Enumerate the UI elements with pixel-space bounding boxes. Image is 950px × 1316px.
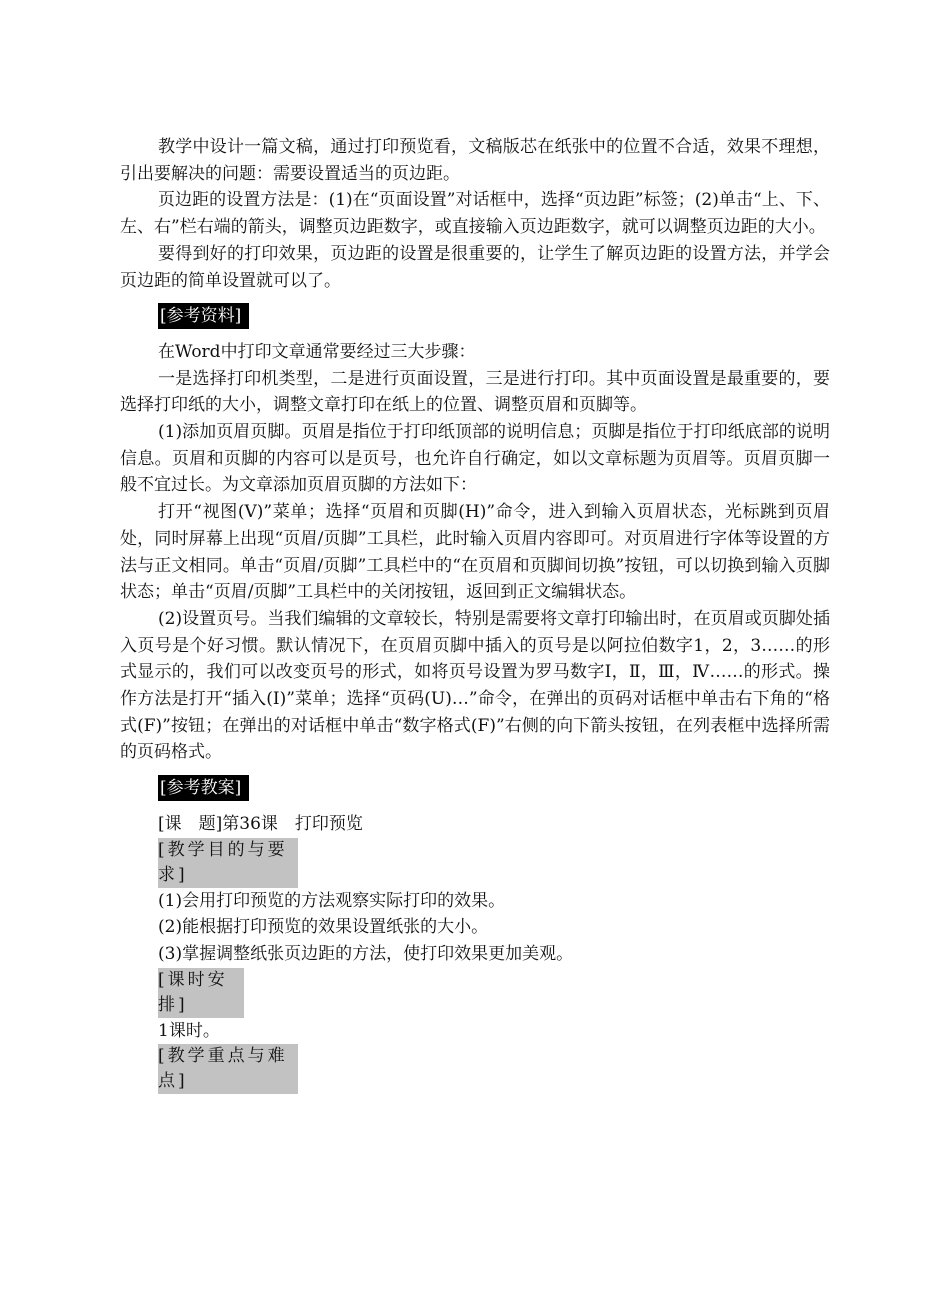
document-body	[120, 134, 830, 1094]
paragraph: (1)添加页眉页脚。页眉是指位于打印纸顶部的说明信息；页脚是指位于打印纸底部的说明信息。页眉和页脚的内容可以是页号，也允许自行确定，如以文章标题为页眉等。页眉页脚一般不宜过长。为文章添加页眉页脚的方法如下：	[120, 422, 830, 496]
paragraph: 页边距的设置方法是：(1)在“页面设置”对话框中，选择“页边距”标签；(2)单击“上、下、左、右”栏右端的箭头，调整页边距数字，或直接输入页边距数字，就可以调整页边距的大小。	[120, 190, 830, 238]
objective-item: (3)掌握调整纸张页边距的方法，使打印效果更加美观。	[158, 943, 574, 964]
paragraph: 一是选择打印机类型，二是进行页面设置，三是进行打印。其中页面设置是最重要的，要选择打印纸的大小，调整文章打印在纸上的位置、调整页眉和页脚等。	[120, 368, 830, 416]
keypoints-heading: [教学重点与难点]	[158, 1044, 298, 1094]
schedule-heading: [课时安排]	[158, 968, 244, 1018]
section-heading-ref-materials: [参考资料]	[158, 303, 249, 329]
objectives-heading: [教学目的与要求]	[158, 838, 298, 888]
objective-item: (2)能根据打印预览的效果设置纸张的大小。	[158, 917, 489, 938]
paragraph: 教学中设计一篇文稿，通过打印预览看，文稿版芯在纸张中的位置不合适，效果不理想，引出要解决的问题：需要设置适当的页边距。	[120, 137, 830, 184]
section-heading-ref-plan: [参考教案]	[158, 775, 249, 801]
paragraph: 在Word中打印文章通常要经过三大步骤：	[158, 341, 476, 362]
paragraph: 要得到好的打印效果，页边距的设置是很重要的，让学生了解页边距的设置方法，并学会页边距的简单设置就可以了。	[120, 243, 830, 291]
objective-item: (1)会用打印预览的方法观察实际打印的效果。	[158, 890, 506, 911]
section-heading-row	[120, 303, 830, 330]
schedule-value: 1课时。	[158, 1020, 220, 1041]
paragraph: (2)设置页号。当我们编辑的文章较长，特别是需要将文章打印输出时，在页眉或页脚处插入页号是个好习惯。默认情况下，在页眉页脚中插入的页号是以阿拉伯数字1，2，3……的形式显示的，我们可以改变页号的形式，如将页号设置为罗马数字Ⅰ，Ⅱ，Ⅲ，Ⅳ……的形式。操作方法是打开“插入(I)”菜单；选择“页码(U)…”命令，在弹出的页码对话框中单击右下角的“格式(F)”按钮；在弹出的对话框中单击“数字格式(F)”右侧的向下箭头按钮，在列表框中选择所需的页码格式。	[120, 608, 830, 763]
paragraph: 打开“视图(V)”菜单；选择“页眉和页脚(H)”命令，进入到输入页眉状态，光标跳到页眉处，同时屏幕上出现“页眉/页脚”工具栏，此时输入页眉内容即可。对页眉进行字体等设置的方法与正文相同。单击“页眉/页脚”工具栏中的“在页眉和页脚间切换”按钮，可以切换到输入页脚状态；单击“页眉/页脚”工具栏中的关闭按钮，返回到正文编辑状态。	[120, 502, 830, 603]
section-heading-row	[120, 775, 830, 802]
lesson-title: [课 题]第36课 打印预览	[158, 813, 363, 834]
